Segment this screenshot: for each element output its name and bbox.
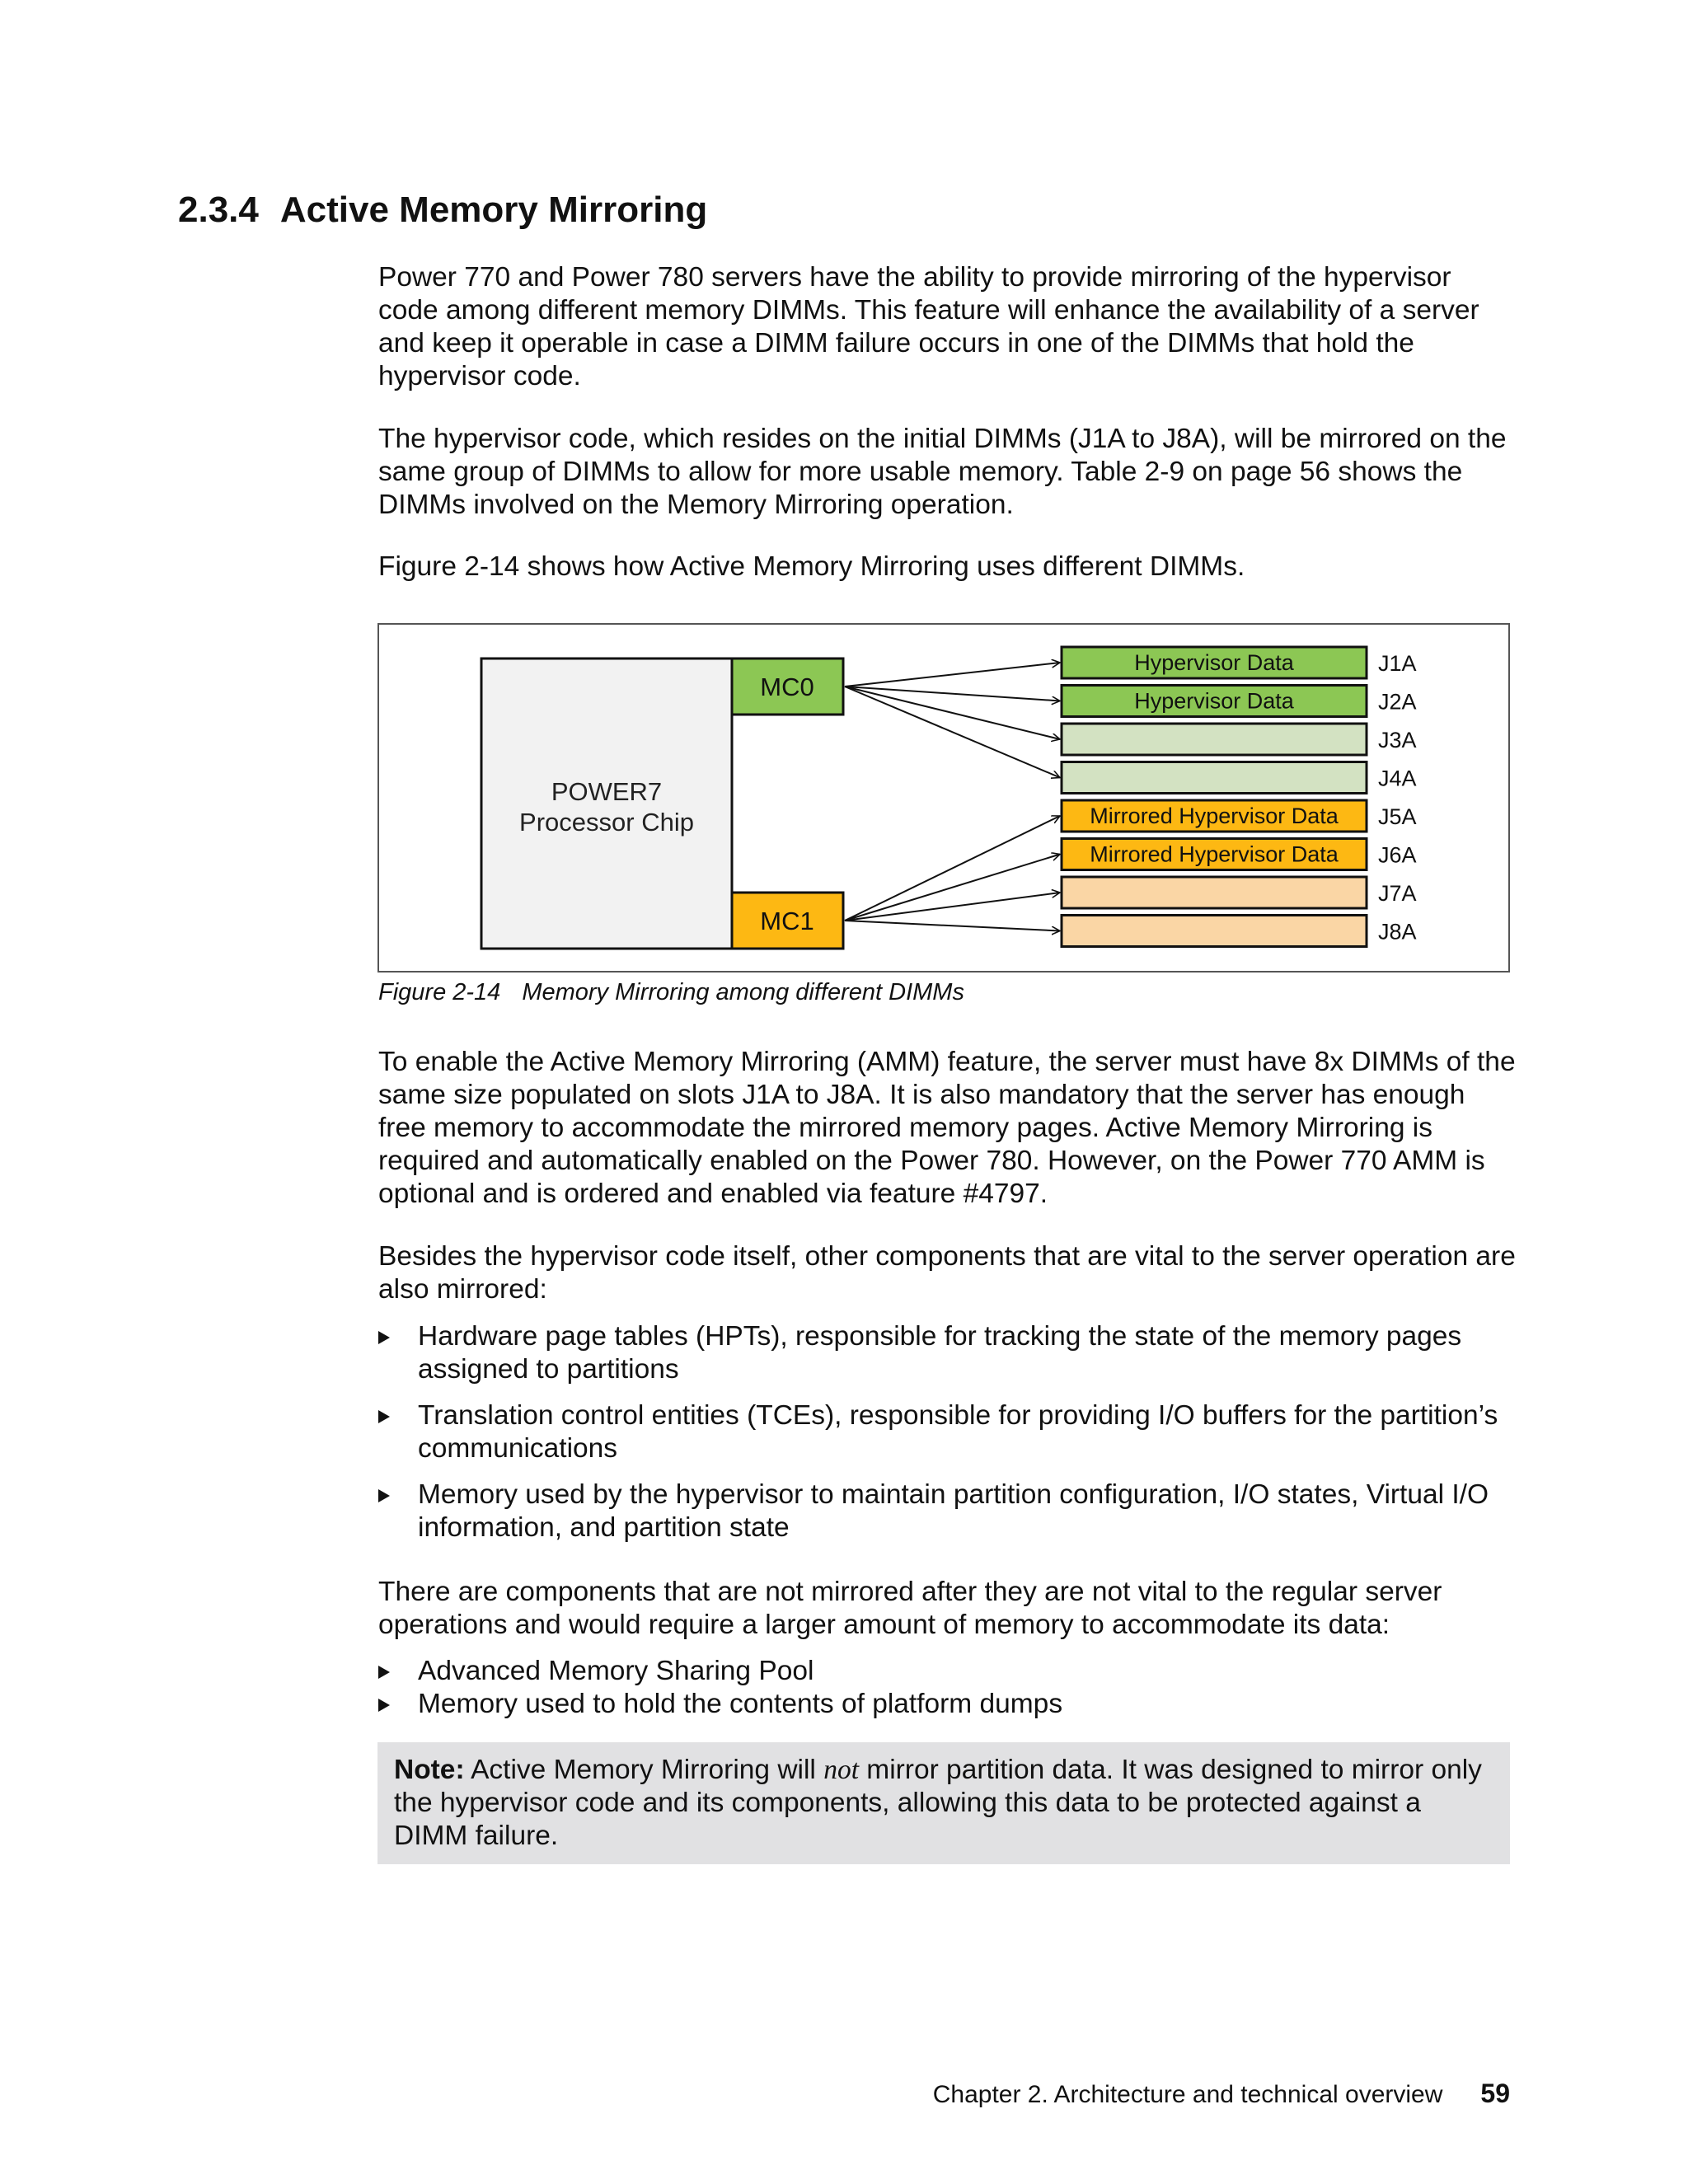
bullet-triangle-icon xyxy=(378,1699,390,1712)
list-item-text: Advanced Memory Sharing Pool xyxy=(418,1656,814,1686)
dimm-slot-label: J5A xyxy=(1378,804,1417,829)
paragraph-enable-amm: To enable the Active Memory Mirroring (AMM) feature, the server must have 8x DIMMs of the same size populated on slots J1A to J8A. It is also mandatory that the server has enough free memory to accommodate the mirrored memory pages. Active Memory Mirroring is required and automatically enabled on the Power 780. However, on the Power 770 AMM is optional and is ordered and enabled via feature #4797. xyxy=(378,1047,1516,1209)
bullet-triangle-icon xyxy=(378,1489,390,1502)
list-item-text: Memory used by the hypervisor to maintain partition configuration, I/O states, Virtual I/O information, and partition state xyxy=(418,1479,1489,1543)
mc0-label: MC0 xyxy=(760,673,814,701)
page-number: 59 xyxy=(1480,2079,1510,2108)
paragraph-not-mirrored: There are components that are not mirrored after they are not vital to the regular server operations and would require a larger amount of memory to accommodate its data: xyxy=(378,1577,1442,1640)
note-text-after: mirror partition data. It was designed to mirror only the hypervisor code and its components, allowing this data to be protected against a DIMM failure. xyxy=(394,1755,1482,1851)
paragraph-figure-reference: Figure 2-14 shows how Active Memory Mirroring uses different DIMMs. xyxy=(378,551,1245,582)
section-number: 2.3.4 xyxy=(178,190,259,230)
page-footer xyxy=(933,2077,1510,2111)
list-item xyxy=(378,1399,1516,1465)
list-item xyxy=(378,1320,1516,1386)
dimm-slot-j4a xyxy=(1062,762,1367,794)
dimm-slot-label: J8A xyxy=(1378,919,1417,944)
dimm-slot-text: Hypervisor Data xyxy=(1134,688,1294,714)
dimm-slot-label: J4A xyxy=(1378,766,1417,791)
mirror-arrow xyxy=(845,921,1060,931)
footer-chapter: Chapter 2. Architecture and technical overview xyxy=(932,2081,1443,2108)
list-item-text: Translation control entities (TCEs), responsible for providing I/O buffers for the partition’s communications xyxy=(418,1400,1498,1464)
dimm-slot-label: J3A xyxy=(1378,728,1417,752)
dimm-slot-j8a xyxy=(1062,916,1367,947)
dimm-slot-text: Hypervisor Data xyxy=(1134,650,1294,675)
bullet-triangle-icon xyxy=(378,1410,390,1423)
paragraph-mirrored-components: Besides the hypervisor code itself, other components that are vital to the server operation are also mirrored: xyxy=(378,1241,1516,1305)
dimm-slot-label: J2A xyxy=(1378,689,1417,715)
not-mirrored-components-list xyxy=(378,1655,1516,1721)
mirror-arrow xyxy=(845,663,1060,687)
dimm-slot-label: J1A xyxy=(1378,651,1417,676)
note-label: Note: xyxy=(394,1755,465,1785)
mirror-arrow xyxy=(845,855,1060,921)
figure-memory-mirroring xyxy=(377,623,1510,972)
dimm-slot-j3a xyxy=(1062,724,1367,755)
paragraph-hypervisor-code: The hypervisor code, which resides on the initial DIMMs (J1A to J8A), will be mirrored on the same group of DIMMs to allow for more usable memory. Table 2-9 on page 56 shows the DIMMs involved on the Memory Mirroring operation. xyxy=(378,424,1507,520)
mirror-arrow xyxy=(845,816,1060,921)
section-title: Active Memory Mirroring xyxy=(279,190,708,230)
mirror-arrow xyxy=(845,893,1060,921)
note-text-before: Active Memory Mirroring will xyxy=(464,1755,824,1785)
paragraph-intro: Power 770 and Power 780 servers have the ability to provide mirroring of the hypervisor code among different memory DIMMs. This feature will enhance the availability of a server and keep it operable in case a DIMM failure occurs in one of the DIMMs that hold the hypervisor code. xyxy=(378,262,1479,391)
dimm-slot-j7a xyxy=(1062,877,1367,908)
figure-caption xyxy=(378,977,964,1007)
list-item-text: Hardware page tables (HPTs), responsible for tracking the state of the memory pages assigned to partitions xyxy=(418,1321,1462,1385)
note-emphasis: not xyxy=(823,1755,859,1785)
dimm-slot-text: Mirrored Hypervisor Data xyxy=(1090,841,1339,867)
note-box xyxy=(377,1742,1510,1864)
list-item xyxy=(378,1655,1516,1688)
list-item-text: Memory used to hold the contents of platform dumps xyxy=(418,1689,1063,1719)
mirrored-components-list xyxy=(378,1320,1516,1544)
bullet-triangle-icon xyxy=(378,1666,390,1679)
bullet-triangle-icon xyxy=(378,1331,390,1344)
list-item xyxy=(378,1688,1516,1721)
figure-caption-text: Memory Mirroring among different DIMMs xyxy=(522,979,964,1005)
figure-caption-number: Figure 2-14 xyxy=(378,979,501,1005)
dimm-slot-label: J7A xyxy=(1378,881,1417,906)
figure-diagram xyxy=(379,625,1508,971)
processor-chip-line1: POWER7 xyxy=(551,777,663,806)
dimm-slot-label: J6A xyxy=(1378,842,1417,868)
section-heading xyxy=(178,185,707,235)
mc1-label: MC1 xyxy=(760,907,814,935)
dimm-slot-text: Mirrored Hypervisor Data xyxy=(1090,804,1339,828)
processor-chip-line2: Processor Chip xyxy=(519,808,694,837)
list-item xyxy=(378,1479,1516,1544)
